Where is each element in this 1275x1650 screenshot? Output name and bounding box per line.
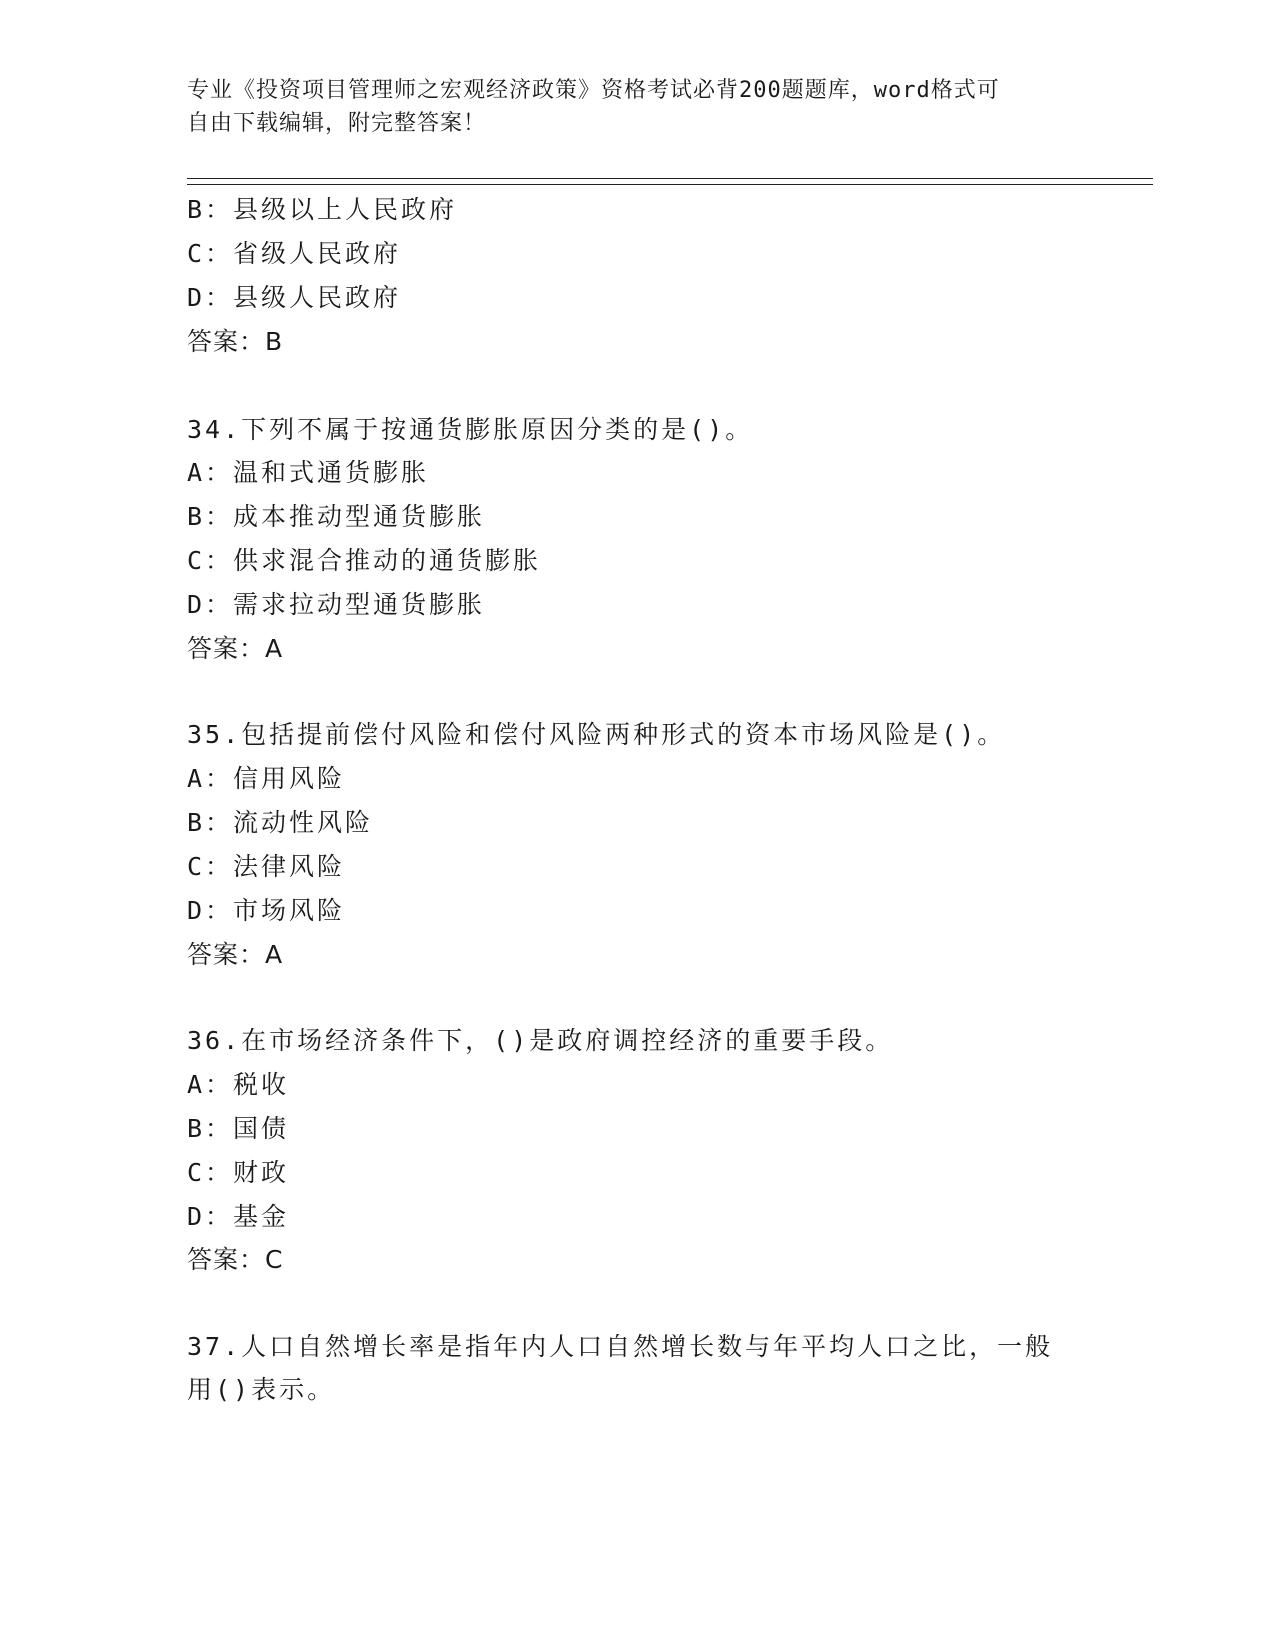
q36-option-b: B：国债 — [187, 1114, 290, 1143]
q33-option-b: B：县级以上人民政府 — [187, 195, 458, 224]
q35-option-b: B：流动性风险 — [187, 808, 374, 837]
q33-option-d: D：县级人民政府 — [187, 283, 402, 312]
q36-option-d: D：基金 — [187, 1202, 290, 1231]
header-divider-bottom — [187, 184, 1153, 185]
header-divider-top — [187, 178, 1153, 179]
q37-stem-line-2: 用()表示。 — [187, 1375, 336, 1404]
q33-answer: 答案：B — [187, 327, 284, 356]
q34-stem: 34.下列不属于按通货膨胀原因分类的是()。 — [187, 415, 754, 444]
header-title-line-2: 自由下载编辑，附完整答案！ — [187, 111, 487, 136]
q36-stem: 36.在市场经济条件下，()是政府调控经济的重要手段。 — [187, 1026, 894, 1055]
header-title-line-1: 专业《投资项目管理师之宏观经济政策》资格考试必背200题题库，word格式可 — [187, 78, 1000, 103]
q35-stem: 35.包括提前偿付风险和偿付风险两种形式的资本市场风险是()。 — [187, 720, 1006, 749]
q37-stem-line-1: 37.人口自然增长率是指年内人口自然增长数与年平均人口之比，一般 — [187, 1332, 1054, 1361]
q35-option-a: A：信用风险 — [187, 764, 346, 793]
q36-option-c: C：财政 — [187, 1158, 290, 1187]
q36-answer: 答案：C — [187, 1245, 284, 1274]
q34-option-a: A：温和式通货膨胀 — [187, 458, 430, 487]
q35-option-d: D：市场风险 — [187, 896, 346, 925]
document-header — [187, 74, 1067, 140]
q34-option-b: B：成本推动型通货膨胀 — [187, 502, 486, 531]
q35-answer: 答案：A — [187, 940, 284, 969]
q36-option-a: A：税收 — [187, 1070, 290, 1099]
q35-option-c: C：法律风险 — [187, 852, 346, 881]
q34-answer: 答案：A — [187, 634, 284, 663]
q33-option-c: C：省级人民政府 — [187, 239, 402, 268]
q34-option-d: D：需求拉动型通货膨胀 — [187, 590, 486, 619]
q34-option-c: C：供求混合推动的通货膨胀 — [187, 546, 542, 575]
